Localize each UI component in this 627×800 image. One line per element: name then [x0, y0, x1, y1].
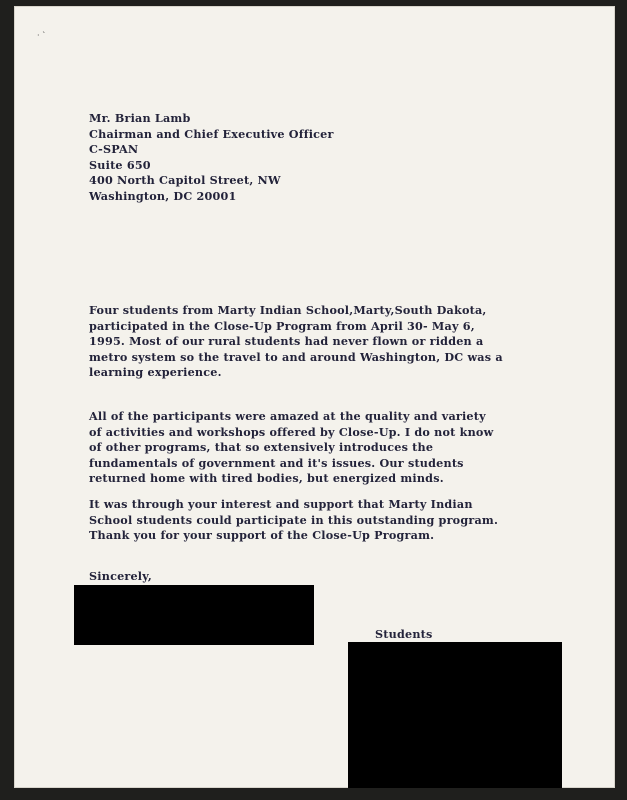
paragraph-line: metro system so the travel to and around Washington, DC was a: [89, 349, 503, 364]
signature-redaction: [74, 585, 314, 645]
paragraph-line: returned home with tired bodies, but energized minds.: [89, 471, 444, 485]
address-line: Chairman and Chief Executive Officer: [89, 126, 334, 141]
students-label: Students: [375, 627, 433, 641]
stray-marks: · ˋ: [37, 31, 47, 40]
paragraph-line: participated in the Close-Up Program from April 30- May 6,: [89, 318, 475, 333]
address-line: C-SPAN: [89, 142, 139, 156]
paragraph-line: 1995. Most of our rural students had never flown or ridden a: [89, 334, 484, 348]
paragraph-line: fundamentals of government and it's issues. Our students: [89, 455, 464, 470]
body-paragraph-1: [89, 303, 503, 381]
students-signatures-redaction: [348, 642, 562, 788]
paragraph-line: of activities and workshops offered by Close-Up. I do not know: [89, 424, 494, 439]
address-line: Mr. Brian Lamb: [89, 111, 191, 125]
paragraph-line: Four students from Marty Indian School,Marty,South Dakota,: [89, 303, 487, 317]
address-line: 400 North Capitol Street, NW: [89, 173, 281, 187]
paragraph-line: It was through your interest and support that Marty Indian: [89, 497, 473, 511]
paragraph-line: learning experience.: [89, 365, 222, 379]
letter-page: [14, 6, 615, 788]
paragraph-line: of other programs, that so extensively introduces the: [89, 440, 434, 454]
paragraph-line: School students could participate in this outstanding program.: [89, 512, 499, 527]
address-line: Washington, DC 20001: [89, 188, 237, 203]
paragraph-line: All of the participants were amazed at the quality and variety: [89, 409, 486, 423]
address-line: Suite 650: [89, 157, 151, 172]
body-paragraph-2: [89, 409, 493, 487]
recipient-address-block: [89, 111, 334, 204]
paragraph-line: Thank you for your support of the Close-Up Program.: [89, 528, 435, 542]
closing-salutation: Sincerely,: [89, 569, 152, 583]
body-paragraph-3: [89, 497, 498, 544]
